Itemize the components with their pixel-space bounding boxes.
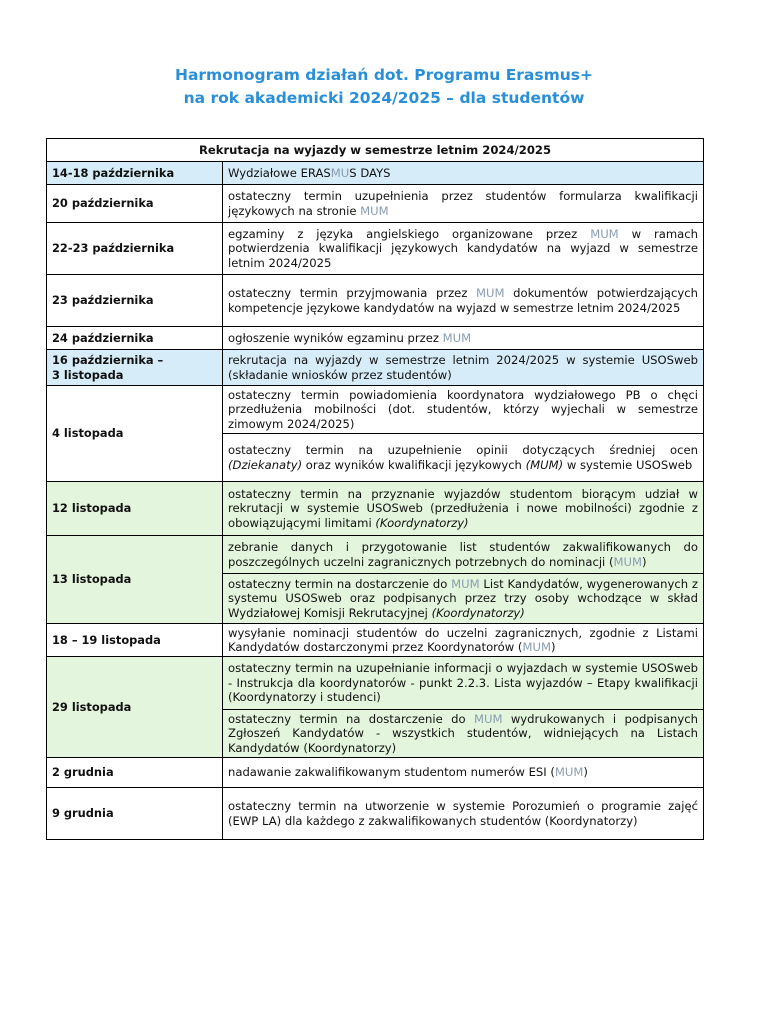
table-row: [47, 536, 704, 574]
table-row: [47, 185, 704, 223]
table-row: [47, 482, 704, 536]
row-desc: ostateczny termin na przyznanie wyjazdów studentom biorącym udział w rekrutacji w systemie USOSweb (przedłużenia i nowe mobilności) zgodnie z obowiązującymi limitami (Koordynatorzy): [223, 482, 704, 536]
row-date: 2 grudnia: [47, 758, 223, 788]
row-desc: ostateczny termin na uzupełnianie informacji o wyjazdach w systemie USOSweb - Instrukcja dla koordynatorów - punkt 2.2.3. Lista wyjazdów – Etapy kwalifikacji (Koordynatorzy i studenci): [223, 657, 704, 710]
row-desc: ostateczny termin przyjmowania przez MUM dokumentów potwierdzających kompetencje językowe kandydatów na wyjazd w semestrze letnim 2024/2025: [223, 275, 704, 327]
row-desc: ogłoszenie wyników egzaminu przez MUM: [223, 327, 704, 350]
row-desc: ostateczny termin uzupełnienia przez studentów formularza kwalifikacji językowych na stronie MUM: [223, 185, 704, 223]
row-date: 16 października – 3 listopada: [47, 350, 223, 386]
row-desc: ostateczny termin na uzupełnienie opinii dotyczących średniej ocen (Dziekanaty) oraz wyników kwalifikacji językowych (MUM) w systemie USOSweb: [223, 434, 704, 482]
row-desc: zebranie danych i przygotowanie list studentów zakwalifikowanych do poszczególnych uczelni zagranicznych potrzebnych do nominacji (MUM): [223, 536, 704, 574]
row-date: 4 listopada: [47, 386, 223, 482]
table-row: [47, 162, 704, 185]
row-desc: ostateczny termin na dostarczenie do MUM wydrukowanych i podpisanych Zgłoszeń Kandydatów - wszystkich studentów, widniejących na Listach Kandydatów (Koordynatorzy): [223, 710, 704, 758]
row-desc: nadawanie zakwalifikowanym studentom numerów ESI (MUM): [223, 758, 704, 788]
page-subtitle: na rok akademicki 2024/2025 – dla studentów: [183, 89, 585, 107]
row-desc: rekrutacja na wyjazdy w semestrze letnim 2024/2025 w systemie USOSweb (składanie wniosków przez studentów): [223, 350, 704, 386]
row-date: 29 listopada: [47, 657, 223, 758]
row-date: 18 – 19 listopada: [47, 624, 223, 657]
table-header: Rekrutacja na wyjazdy w semestrze letnim 2024/2025: [47, 139, 704, 162]
row-date: 12 listopada: [47, 482, 223, 536]
schedule-table: [46, 138, 704, 840]
row-date: 14-18 października: [47, 162, 223, 185]
row-desc: wysyłanie nominacji studentów do uczelni zagranicznych, zgodnie z Listami Kandydatów dostarczonymi przez Koordynatorów (MUM): [223, 624, 704, 657]
table-row: [47, 223, 704, 275]
page-title: Harmonogram działań dot. Programu Erasmus+: [174, 66, 594, 84]
row-desc: Wydziałowe ERASMUS DAYS: [223, 162, 704, 185]
row-date: 13 listopada: [47, 536, 223, 624]
table-header-row: [47, 139, 704, 162]
row-date: 22-23 października: [47, 223, 223, 275]
table-row: [47, 624, 704, 657]
row-desc: ostateczny termin na utworzenie w systemie Porozumień o programie zajęć (EWP LA) dla każdego z zakwalifikowanych studentów (Koordynatorzy): [223, 788, 704, 840]
table-row: [47, 386, 704, 434]
table-row: [47, 657, 704, 710]
row-desc: ostateczny termin powiadomienia koordynatora wydziałowego PB o chęci przedłużenia mobilności (dot. studentów, którzy wyjechali w semestrze zimowym 2024/2025): [223, 386, 704, 434]
table-row: [47, 350, 704, 386]
row-desc: ostateczny termin na dostarczenie do MUM List Kandydatów, wygenerowanych z systemu USOSweb oraz podpisanych przez trzy osoby wchodzące w skład Wydziałowej Komisji Rekrutacyjnej (Koordynatorzy): [223, 574, 704, 624]
row-date: 23 października: [47, 275, 223, 327]
row-date: 20 października: [47, 185, 223, 223]
table-row: [47, 788, 704, 840]
table-row: [47, 327, 704, 350]
row-date: 9 grudnia: [47, 788, 223, 840]
row-date: 24 października: [47, 327, 223, 350]
table-row: [47, 275, 704, 327]
row-desc: egzaminy z języka angielskiego organizowane przez MUM w ramach potwierdzenia kwalifikacji językowych kandydatów na wyjazd w semestrze letnim 2024/2025: [223, 223, 704, 275]
table-row: [47, 758, 704, 788]
